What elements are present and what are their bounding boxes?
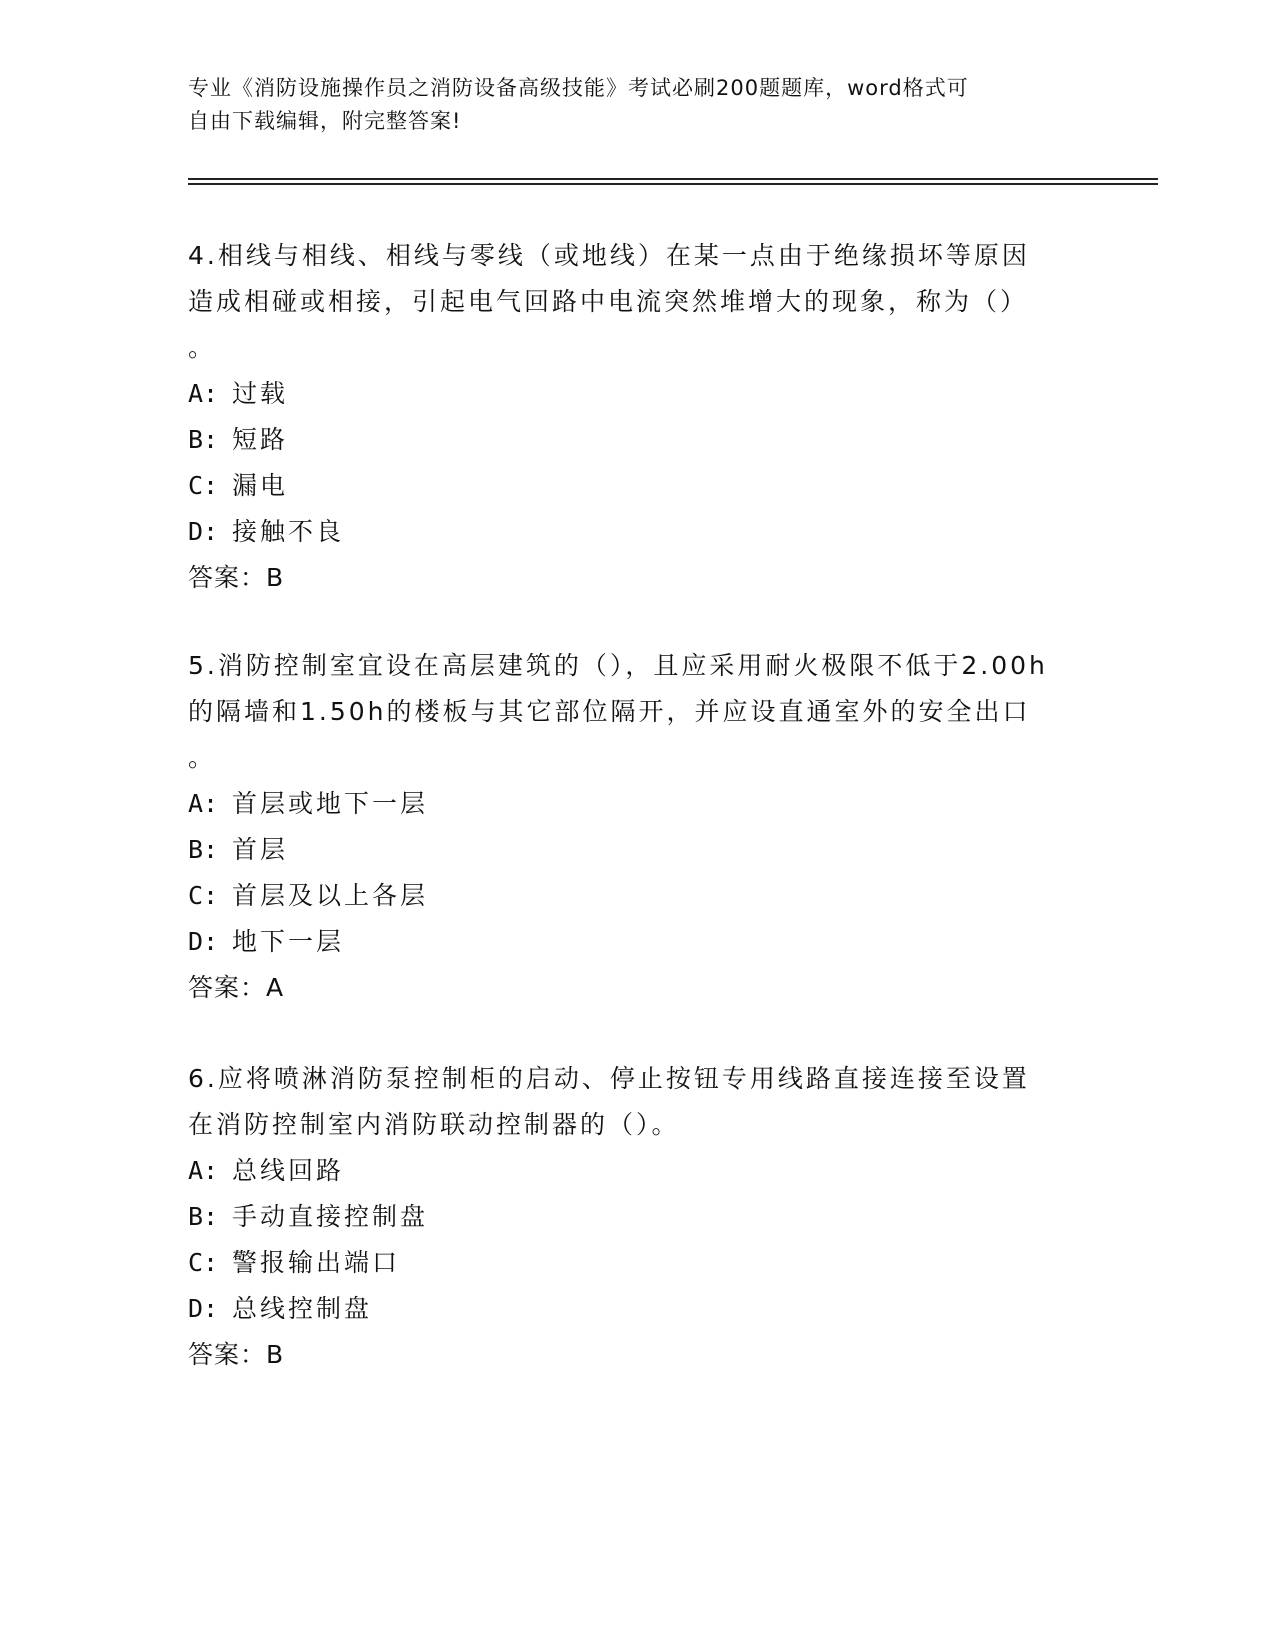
question-text-line: 在消防控制室内消防联动控制器的（）。 [188,1110,680,1139]
header-divider-top [188,178,1158,180]
header-divider-bottom [188,183,1158,185]
option-text: 接触不良 [232,517,345,546]
question-text-line: 造成相碰或相接，引起电气回路中电流突然堆增大的现象，称为（） [188,287,1029,316]
document-header [188,72,1088,138]
answer-value: A [266,973,285,1002]
option-key: A: [188,1156,219,1185]
question-6 [188,1056,1088,1378]
option-key: D: [188,927,219,956]
option-key: D: [188,517,219,546]
answer-label: 答案： [188,1340,267,1369]
option-text: 总线回路 [232,1156,345,1185]
option-key: A: [188,379,219,408]
question-text-line: 的隔墙和1.50h的楼板与其它部位隔开，并应设直通室外的安全出口 [188,697,1031,726]
answer-value: B [266,563,285,592]
option-d [188,919,1088,965]
answer-line [188,965,1088,1011]
answer-label: 答案： [188,973,267,1002]
option-a [188,371,1088,417]
question-text-line: 6.应将喷淋消防泵控制柜的启动、停止按钮专用线路直接连接至设置 [188,1064,1030,1093]
answer-value: B [266,1340,285,1369]
option-c [188,1240,1088,1286]
option-text: 总线控制盘 [232,1294,373,1323]
question-text-line: 5.消防控制室宜设在高层建筑的（），且应采用耐火极限不低于2.00h [188,651,1048,680]
header-line-1: 专业《消防设施操作员之消防设备高级技能》考试必刷200题题库，word格式可 [188,76,969,100]
option-text: 短路 [232,425,289,454]
option-d [188,1286,1088,1332]
option-text: 首层及以上各层 [232,881,429,910]
option-text: 地下一层 [232,927,345,956]
option-c [188,463,1088,509]
question-4 [188,233,1088,601]
option-key: B: [188,1202,219,1231]
option-d [188,509,1088,555]
option-a [188,1148,1088,1194]
option-key: A: [188,789,219,818]
option-key: B: [188,425,219,454]
answer-line [188,1332,1088,1378]
answer-label: 答案： [188,563,267,592]
answer-line [188,555,1088,601]
header-line-2: 自由下载编辑，附完整答案! [188,109,462,133]
option-key: B: [188,835,219,864]
option-key: C: [188,471,219,500]
option-c [188,873,1088,919]
option-a [188,781,1088,827]
option-text: 过载 [232,379,289,408]
question-text-line: 。 [188,333,217,362]
question-text-line: 。 [188,743,217,772]
option-text: 首层 [232,835,289,864]
option-key: C: [188,1248,219,1277]
option-key: D: [188,1294,219,1323]
option-text: 漏电 [232,471,289,500]
question-5 [188,643,1088,1011]
option-text: 手动直接控制盘 [232,1202,429,1231]
option-b [188,827,1088,873]
question-text-line: 4.相线与相线、相线与零线（或地线）在某一点由于绝缘损坏等原因 [188,241,1030,270]
option-key: C: [188,881,219,910]
option-text: 首层或地下一层 [232,789,429,818]
option-b [188,417,1088,463]
option-text: 警报输出端口 [232,1248,401,1277]
option-b [188,1194,1088,1240]
